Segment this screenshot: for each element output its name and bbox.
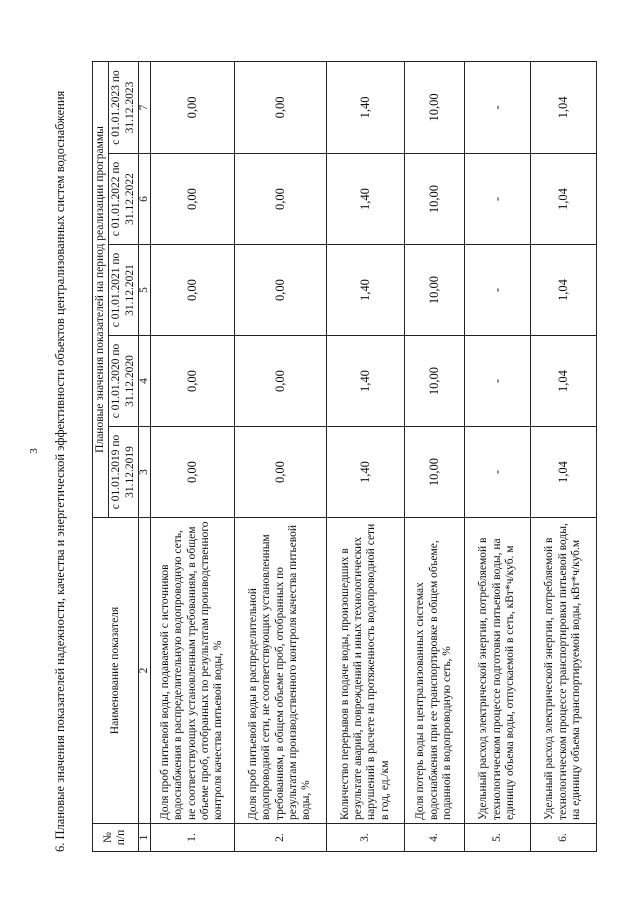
column-index: 5	[138, 245, 150, 336]
plan-value: 0,00	[234, 427, 326, 518]
table-row	[150, 61, 234, 851]
row-number: 1.	[150, 824, 234, 852]
plan-value: -	[464, 245, 530, 336]
plan-value: -	[464, 154, 530, 245]
column-header-number: № п/п	[93, 824, 139, 852]
plan-value: 1,04	[530, 61, 596, 153]
plan-value: 1,40	[326, 154, 404, 245]
column-header-period: с 01.01.2021 по 31.12.2021	[109, 245, 139, 336]
plan-value: 0,00	[150, 336, 234, 427]
plan-value: 10,00	[404, 336, 464, 427]
column-index: 2	[138, 518, 150, 824]
plan-value: 0,00	[150, 427, 234, 518]
plan-value: 10,00	[404, 61, 464, 153]
indicator-name: Количество перерывов в подаче воды, произошедших в результате аварий, повреждений и иных технологических нарушений в расчете на протяженность водопроводной сети в год, ед./км	[326, 518, 404, 824]
row-number: 2.	[234, 824, 326, 852]
row-number: 4.	[404, 824, 464, 852]
column-index: 3	[138, 427, 150, 518]
plan-value: 1,04	[530, 427, 596, 518]
column-header-group: Плановые значения показателей на период реализации программы	[93, 61, 109, 517]
column-index: 4	[138, 336, 150, 427]
plan-value: 0,00	[234, 245, 326, 336]
plan-value: 1,40	[326, 336, 404, 427]
section-heading: 6. Плановые значения показателей надежности, качества и энергетической эффективности объектов централизованных систем водоснабжения	[53, 90, 67, 852]
plan-value: 0,00	[234, 61, 326, 153]
indicator-name: Доля проб питьевой воды в распределительной водопроводной сети, не соответствующих установленным требованиям, в общем объеме проб, отобранных по результатам производственного контроля качества питьевой воды, %	[234, 518, 326, 824]
plan-value: 10,00	[404, 427, 464, 518]
column-header-period: с 01.01.2023 по 31.12.2023	[109, 61, 139, 153]
row-number: 3.	[326, 824, 404, 852]
plan-value: 1,04	[530, 245, 596, 336]
plan-value: 0,00	[234, 336, 326, 427]
indicator-name: Удельный расход электрической энергии, потребляемой в технологическом процессе подготовки питьевой воды, на единицу объема воды, отпускаемой в сеть, кВт*ч/куб. м	[464, 518, 530, 824]
page-number: 3	[28, 448, 40, 454]
table-row	[530, 61, 596, 851]
plan-value: -	[464, 336, 530, 427]
table-row	[464, 61, 530, 851]
plan-value: 1,04	[530, 336, 596, 427]
plan-value: -	[464, 427, 530, 518]
column-index: 6	[138, 154, 150, 245]
plan-value: 0,00	[150, 154, 234, 245]
indicator-name: Доля потерь воды в централизованных системах водоснабжения при ее транспортировке в общем объеме, поданной в водопроводную сеть, %	[404, 518, 464, 824]
column-header-period: с 01.01.2020 по 31.12.2020	[109, 336, 139, 427]
indicators-table	[92, 61, 597, 852]
plan-value: 0,00	[234, 154, 326, 245]
table-row	[234, 61, 326, 851]
indicator-name: Доля проб питьевой воды, подаваемой с источников водоснабжения в распределительную водопроводную сеть, не соответствующих установленным требованиям, в общем объеме проб, отобранных по результатам производственного контроля качества питьевой воды, %	[150, 518, 234, 824]
column-header-period: с 01.01.2019 по 31.12.2019	[109, 427, 139, 518]
row-number: 6.	[530, 824, 596, 852]
column-index: 1	[138, 824, 150, 852]
plan-value: 10,00	[404, 154, 464, 245]
plan-value: 10,00	[404, 245, 464, 336]
plan-value: 1,40	[326, 61, 404, 153]
plan-value: 0,00	[150, 245, 234, 336]
column-index: 7	[138, 61, 150, 153]
indicator-name: Удельный расход электрической энергии, потребляемой в технологическом процессе транспортировки питьевой воды, на единицу объема транспортируемой воды, кВт*ч/куб.м	[530, 518, 596, 824]
column-header-period: с 01.01.2022 по 31.12.2022	[109, 154, 139, 245]
plan-value: -	[464, 61, 530, 153]
column-header-name: Наименование показателя	[93, 518, 139, 824]
rotated-page-content	[53, 52, 613, 852]
plan-value: 0,00	[150, 61, 234, 153]
plan-value: 1,40	[326, 245, 404, 336]
table-row	[404, 61, 464, 851]
row-number: 5.	[464, 824, 530, 852]
plan-value: 1,04	[530, 154, 596, 245]
table-row	[326, 61, 404, 851]
plan-value: 1,40	[326, 427, 404, 518]
